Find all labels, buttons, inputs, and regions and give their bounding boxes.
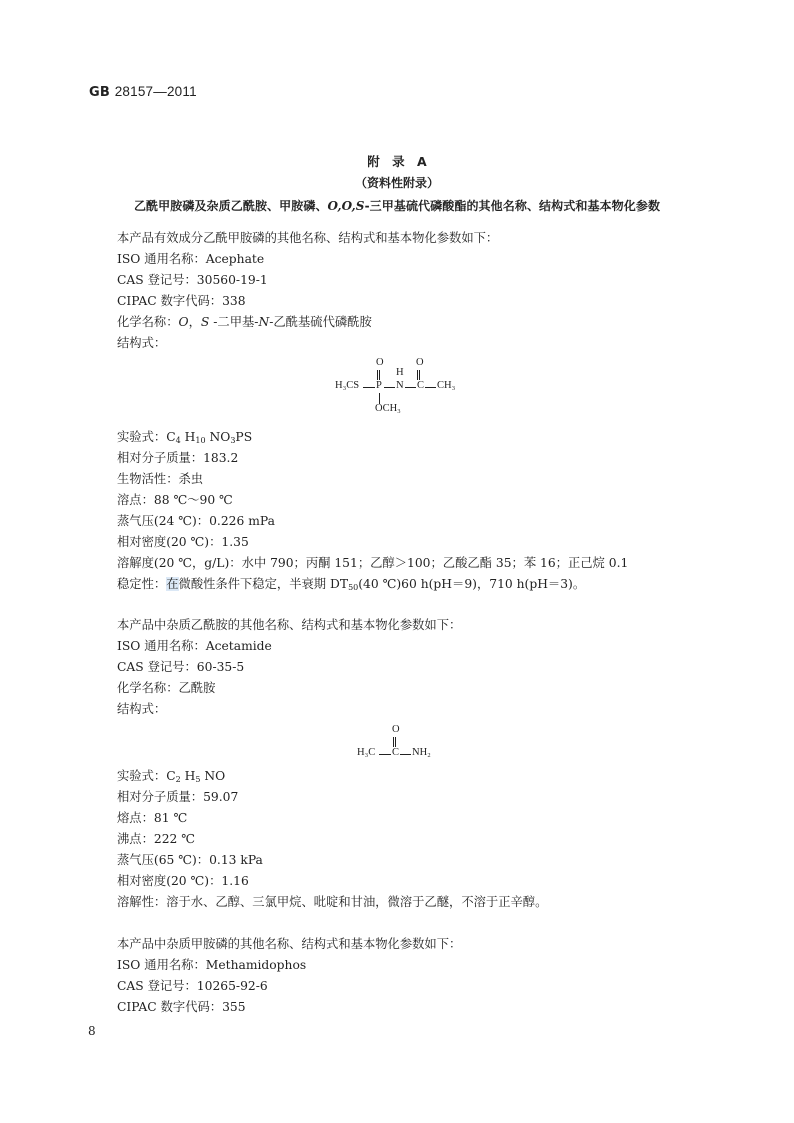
formula-element: PS: [235, 430, 253, 444]
single-bond: [384, 387, 395, 388]
acetamide-solubility: 溶解性：溶于水、乙醇、三氯甲烷、吡啶和甘油，微溶于乙醚，不溶于正辛醇。: [117, 895, 548, 909]
stability-text: 微酸性条件下稳定，半衰期 DT: [178, 577, 349, 591]
page-number: 8: [88, 1024, 96, 1038]
acetamide-intro: 本产品中杂质乙酰胺的其他名称、结构式和基本物化参数如下：: [117, 618, 462, 632]
right-group: CH₃: [437, 380, 456, 391]
acetamide-boiling-point: 沸点：222 ℃: [117, 832, 196, 846]
formula-element: C: [166, 430, 176, 444]
oxygen-atom: O: [416, 357, 424, 368]
nitrogen-atom: N: [396, 380, 404, 391]
double-bond: [377, 370, 380, 380]
acephate-structure-label: 结构式：: [117, 336, 167, 350]
chem-name-italic: O: [178, 315, 189, 329]
methamidophos-iso-name: ISO 通用名称：Methamidophos: [117, 958, 307, 972]
single-bond: [405, 387, 416, 388]
left-group: H₃C: [357, 747, 376, 758]
acephate-chem-name: [117, 314, 372, 330]
stability-subscript: 50: [348, 583, 359, 592]
chem-name-sep: ，: [188, 315, 201, 329]
chem-name-mid: -二甲基-: [209, 315, 259, 329]
stability-prefix: 稳定性：: [117, 577, 167, 591]
acetamide-structure-diagram: [355, 722, 445, 762]
methamidophos-intro: 本产品中杂质甲胺磷的其他名称、结构式和基本物化参数如下：: [117, 937, 462, 951]
acephate-stability: [117, 576, 585, 592]
acephate-structure-diagram: [330, 355, 470, 420]
acephate-vapor-pressure: 蒸气压(24 ℃)：0.226 mPa: [117, 514, 275, 528]
standard-prefix: GB: [89, 85, 110, 100]
acephate-molar-mass: 相对分子质量：183.2: [117, 451, 239, 465]
acetamide-vapor-pressure: 蒸气压(65 ℃)：0.13 kPa: [117, 853, 263, 867]
methamidophos-cas: CAS 登记号：10265-92-6: [117, 979, 268, 993]
heading-italic: O,O,S: [327, 199, 365, 213]
acetamide-density: 相对密度(20 ℃)：1.16: [117, 874, 249, 888]
carbon-atom: C: [417, 380, 425, 391]
formula-subscript: 10: [195, 436, 206, 445]
text-selection-highlight[interactable]: 在: [166, 577, 179, 591]
acetamide-iso-name: ISO 通用名称：Acetamide: [117, 639, 272, 653]
single-bond: [400, 754, 411, 755]
formula-subscript: 4: [175, 436, 181, 445]
oxygen-atom: O: [376, 357, 384, 368]
formula-element: C: [166, 769, 176, 783]
double-bond: [393, 737, 396, 747]
hydrogen-atom: H: [396, 367, 404, 378]
chem-name-suffix: -乙酰基硫代磷酰胺: [269, 315, 372, 329]
formula-prefix: 实验式：: [117, 769, 167, 783]
formula-element: NO: [209, 430, 231, 444]
oxygen-atom: O: [392, 724, 400, 735]
stability-suffix: (40 ℃)60 h(pH＝9)，710 h(pH＝3)。: [358, 577, 586, 591]
acetamide-structure-label: 结构式：: [117, 702, 167, 716]
formula-subscript: 2: [175, 775, 181, 784]
chem-name-italic: S: [200, 315, 210, 329]
acephate-bioactivity: 生物活性：杀虫: [117, 472, 204, 486]
chem-name-italic: N: [258, 315, 270, 329]
single-bond: [425, 387, 436, 388]
bottom-group: OCH₃: [375, 403, 401, 414]
formula-subscript: 3: [230, 436, 236, 445]
acephate-formula: [117, 429, 252, 445]
acetamide-melting-point: 熔点：81 ℃: [117, 811, 188, 825]
annex-heading: [0, 197, 794, 214]
acephate-solubility: 溶解度(20 ℃，g/L)：水中 790；丙酮 151；乙醇＞100；乙酸乙酯 35；苯 16；正己烷 0.1: [117, 556, 629, 570]
annex-title: 附 录 A: [367, 154, 427, 169]
acephate-cipac: CIPAC 数字代码：338: [117, 294, 246, 308]
methamidophos-cipac: CIPAC 数字代码：355: [117, 1000, 246, 1014]
acephate-melting-point: 溶点：88 ℃～90 ℃: [117, 493, 233, 507]
acetamide-formula: [117, 768, 225, 784]
acetamide-chem-name: 化学名称：乙酰胺: [117, 681, 216, 695]
formula-element: NO: [204, 769, 226, 783]
formula-subscript: 5: [195, 775, 201, 784]
standard-code: [89, 84, 197, 100]
double-bond: [417, 370, 420, 380]
acetamide-cas: CAS 登记号：60-35-5: [117, 660, 245, 674]
heading-part2: -三甲基硫代磷酸酯的其他名称、结构式和基本物化参数: [364, 199, 661, 213]
single-bond: [363, 387, 375, 388]
acephate-intro: 本产品有效成分乙酰甲胺磷的其他名称、结构式和基本物化参数如下：: [117, 231, 499, 245]
acephate-iso-name: ISO 通用名称：Acephate: [117, 252, 265, 266]
acephate-cas: CAS 登记号：30560-19-1: [117, 273, 268, 287]
formula-prefix: 实验式：: [117, 430, 167, 444]
acetamide-molar-mass: 相对分子质量：59.07: [117, 790, 239, 804]
heading-part1: 乙酰甲胺磷及杂质乙酰胺、甲胺磷、: [133, 199, 328, 213]
acephate-density: 相对密度(20 ℃)：1.35: [117, 535, 249, 549]
annex-type: （资料性附录）: [354, 176, 439, 190]
carbon-atom: C: [392, 747, 400, 758]
formula-element: H: [184, 430, 196, 444]
right-group: NH₂: [412, 747, 431, 758]
single-bond: [379, 754, 391, 755]
chem-name-prefix: 化学名称：: [117, 315, 179, 329]
left-group: H₃CS: [335, 380, 360, 391]
standard-number: 28157—2011: [114, 84, 197, 99]
phosphorus-atom: P: [376, 380, 382, 391]
formula-element: H: [184, 769, 196, 783]
